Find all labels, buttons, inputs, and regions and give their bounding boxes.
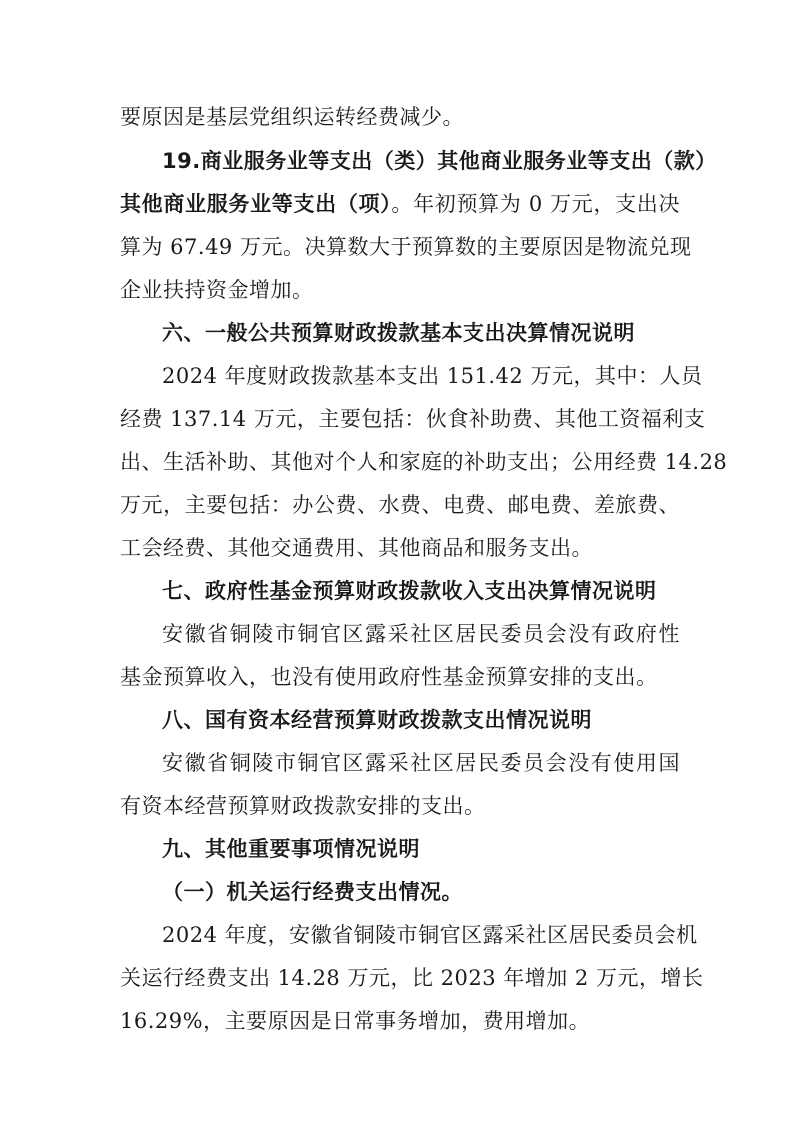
paragraph-line: 安徽省铜陵市铜官区露采社区居民委员会没有政府性: [162, 622, 680, 646]
item-heading-continuation: 其他商业服务业等支出（项）: [120, 192, 392, 216]
paragraph-line: 16.29%，主要原因是日常事务增加，费用增加。: [120, 1009, 591, 1033]
paragraph-line: 企业扶持资金增加。: [120, 278, 314, 302]
paragraph-line: 出、生活补助、其他对个人和家庭的补助支出；公用经费 14.28: [120, 450, 728, 474]
section-heading-9: 九、其他重要事项情况说明: [162, 837, 420, 861]
paragraph-line: [120, 189, 680, 219]
subsection-heading-1: （一）机关运行经费支出情况。: [162, 880, 463, 904]
paragraph-text: 。年初预算为 0 万元，支出决: [391, 192, 680, 216]
paragraph-line: 工会经费、其他交通费用、其他商品和服务支出。: [120, 536, 593, 560]
section-heading-8: 八、国有资本经营预算财政拨款支出情况说明: [162, 708, 592, 732]
paragraph-line: 要原因是基层党组织运转经费减少。: [120, 105, 464, 129]
section-heading-7: 七、政府性基金预算财政拨款收入支出决算情况说明: [162, 579, 657, 603]
paragraph-line: 关运行经费支出 14.28 万元，比 2023 年增加 2 万元，增长: [120, 966, 704, 990]
paragraph-line: 算为 67.49 万元。决算数大于预算数的主要原因是物流兑现: [120, 235, 692, 259]
paragraph-line: 2024 年度，安徽省铜陵市铜官区露采社区居民委员会机: [162, 923, 698, 947]
paragraph-line: 安徽省铜陵市铜官区露采社区居民委员会没有使用国: [162, 751, 680, 775]
paragraph-line: 基金预算收入，也没有使用政府性基金预算安排的支出。: [120, 665, 658, 689]
paragraph-line: 2024 年度财政拨款基本支出 151.42 万元，其中：人员: [162, 364, 703, 388]
paragraph-line: 经费 137.14 万元，主要包括：伙食补助费、其他工资福利支: [120, 407, 706, 431]
paragraph-line: 有资本经营预算财政拨款安排的支出。: [120, 794, 486, 818]
section-heading-19: 19.商业服务业等支出（类）其他商业服务业等支出（款）: [162, 149, 717, 173]
section-heading-6: 六、一般公共预算财政拨款基本支出决算情况说明: [162, 321, 635, 345]
paragraph-line: 万元，主要包括：办公费、水费、电费、邮电费、差旅费、: [120, 493, 680, 517]
